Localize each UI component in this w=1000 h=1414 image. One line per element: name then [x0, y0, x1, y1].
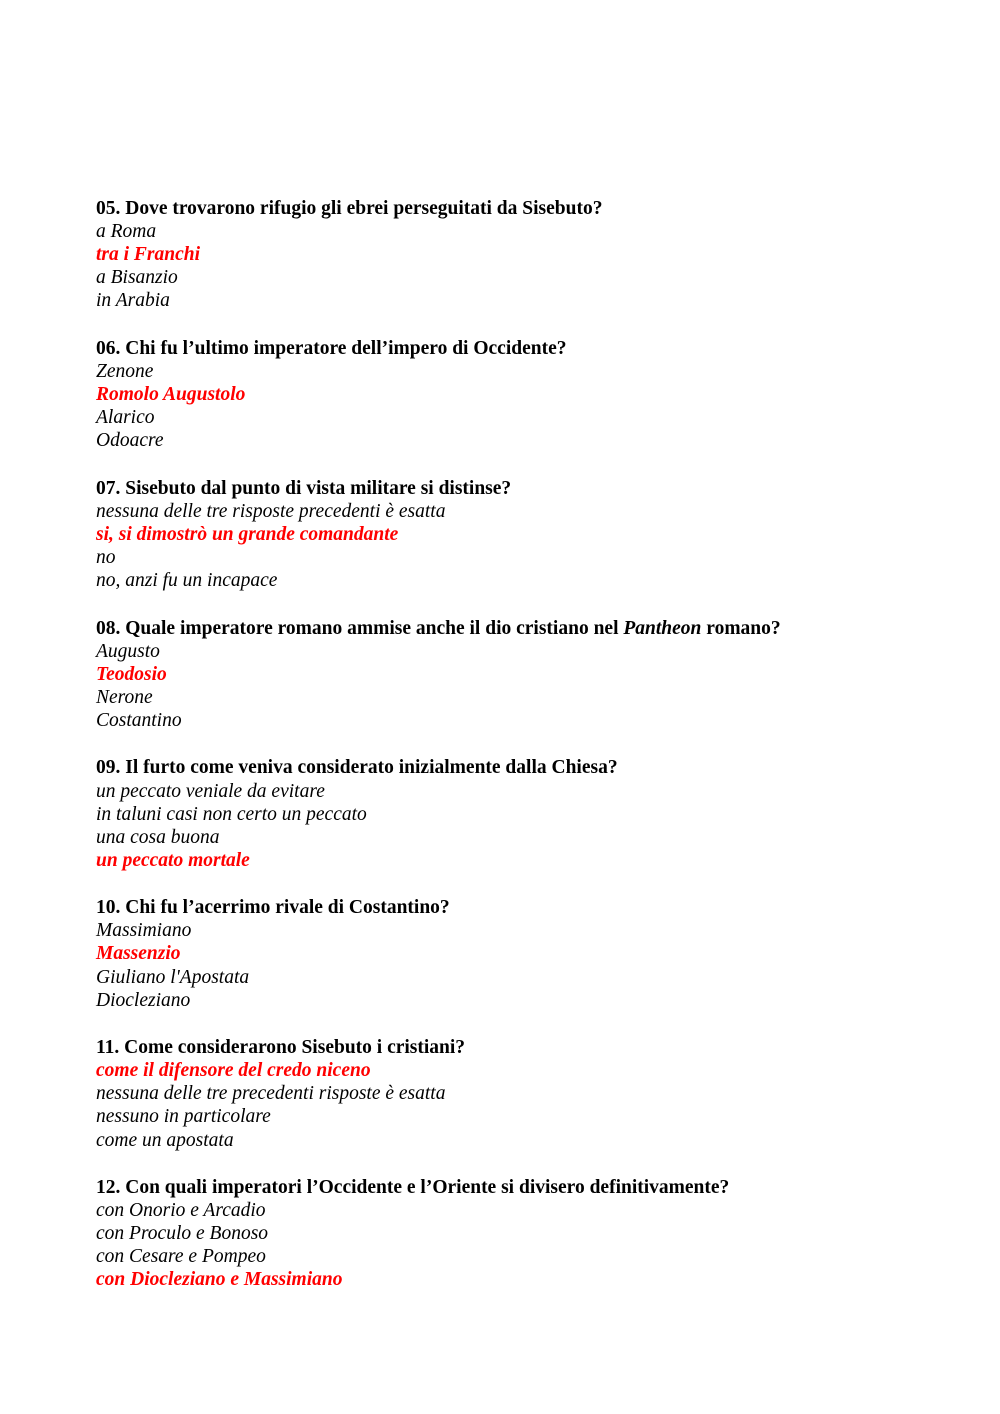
question-block — [96, 756, 976, 871]
correct-answer-option: come il difensore del credo niceno — [96, 1060, 371, 1082]
question-block — [96, 1176, 976, 1291]
question-block — [96, 896, 976, 1011]
question-block — [96, 477, 976, 592]
answer-option: Diocleziano — [96, 989, 191, 1011]
correct-answer-option: si, si dimostrò un grande comandante — [96, 523, 399, 545]
correct-answer-option: tra i Franchi — [96, 244, 201, 266]
answer-option: Augusto — [96, 640, 160, 662]
answer-option: Alarico — [96, 407, 155, 429]
answer-option: con Proculo e Bonoso — [96, 1223, 269, 1245]
answer-option: Massimiano — [96, 920, 192, 942]
question-title: 05. Dove trovarono rifugio gli ebrei perseguitati da Sisebuto? — [96, 198, 603, 219]
answer-option: un peccato veniale da evitare — [96, 780, 325, 802]
correct-answer-option: un peccato mortale — [96, 849, 250, 871]
answer-option: nessuno in particolare — [96, 1106, 271, 1128]
answer-option: no, anzi fu un incapace — [96, 570, 278, 592]
answer-option: con Cesare e Pompeo — [96, 1246, 266, 1268]
answer-option: con Onorio e Arcadio — [96, 1200, 266, 1222]
question-block — [96, 197, 976, 312]
question-title: 09. Il furto come veniva considerato inizialmente dalla Chiesa? — [96, 757, 618, 779]
question-block — [96, 337, 976, 452]
answer-option: nessuna delle tre risposte precedenti è esatta — [96, 500, 446, 522]
question-block — [96, 617, 976, 732]
answer-option: Giuliano l'Apostata — [96, 966, 250, 988]
question-title: 11. Come considerarono Sisebuto i cristiani? — [96, 1037, 466, 1059]
correct-answer-option: Massenzio — [96, 943, 181, 965]
answer-option: Odoacre — [96, 430, 164, 452]
answer-option: Zenone — [96, 360, 154, 382]
question-title: 12. Con quali imperatori l’Occidente e l’Oriente si divisero definitivamente? — [96, 1177, 730, 1199]
answer-option: a Bisanzio — [96, 267, 178, 289]
question-title: 06. Chi fu l’ultimo imperatore dell’impero di Occidente? — [96, 337, 567, 359]
question-title: 10. Chi fu l’acerrimo rivale di Costantino? — [96, 897, 450, 919]
answer-option: come un apostata — [96, 1129, 234, 1151]
answer-option: nessuna delle tre precedenti risposte è esatta — [96, 1083, 446, 1105]
correct-answer-option: Teodosio — [96, 663, 167, 685]
question-title — [96, 617, 976, 640]
question-block — [96, 1036, 976, 1151]
question-title: 07. Sisebuto dal punto di vista militare si distinse? — [96, 477, 512, 499]
correct-answer-option: Romolo Augustolo — [96, 384, 246, 406]
question-title-after: romano? — [701, 617, 781, 639]
answer-option: in taluni casi non certo un peccato — [96, 803, 367, 825]
correct-answer-option: con Diocleziano e Massimiano — [96, 1269, 343, 1291]
answer-option: no — [96, 547, 116, 568]
answer-option: Nerone — [96, 686, 153, 708]
answer-option: Costantino — [96, 709, 182, 731]
question-title-emphasis: Pantheon — [623, 617, 702, 639]
question-title-before: 08. Quale imperatore romano ammise anche il dio cristiano nel — [96, 617, 624, 639]
quiz-page — [96, 197, 976, 1316]
answer-option: in Arabia — [96, 290, 170, 312]
answer-option: una cosa buona — [96, 826, 220, 848]
answer-option: a Roma — [96, 221, 157, 243]
